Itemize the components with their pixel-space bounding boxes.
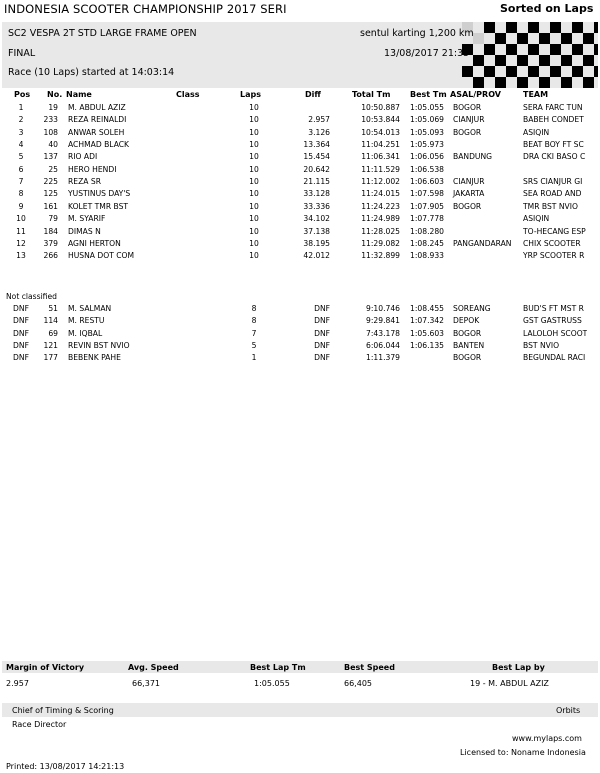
cell-no: 19 <box>48 103 58 112</box>
col-header-name: Name <box>66 90 92 99</box>
cell-no: 177 <box>43 353 58 363</box>
cell-pos: 6 <box>18 164 24 174</box>
avg-speed-label: Avg. Speed <box>128 663 179 672</box>
cell-laps: 10 <box>249 201 259 211</box>
cell-asal: DEPOK <box>453 316 480 326</box>
cell-laps: 8 <box>251 304 257 313</box>
cell-total: 11:24.015 <box>361 189 400 199</box>
cell-name: REZA REINALDI <box>68 115 127 125</box>
cell-no: 51 <box>48 304 58 313</box>
cell-best: 1:08.280 <box>410 226 444 236</box>
cell-team: BEGUNDAL RACI <box>523 353 586 363</box>
cell-no: 69 <box>48 328 58 338</box>
table-row <box>0 152 600 164</box>
cell-asal: BANDUNG <box>453 152 493 162</box>
cell-asal: JAKARTA <box>453 189 485 199</box>
cell-diff: 20.642 <box>303 164 330 174</box>
cell-total: 9:29.841 <box>366 316 400 326</box>
cell-name: BEBENK PAHE <box>68 353 121 363</box>
cell-best: 1:08.245 <box>410 238 444 248</box>
cell-laps: 10 <box>249 127 259 137</box>
col-header-pos: Pos <box>14 90 31 99</box>
table-row <box>0 227 600 239</box>
cell-asal: BANTEN <box>453 341 485 351</box>
best-speed-value: 66,405 <box>344 679 372 688</box>
cell-diff: DNF <box>314 353 330 363</box>
not-classified-label: Not classified <box>6 292 57 301</box>
race-info: Race (10 Laps) started at 14:03:14 <box>8 67 175 78</box>
cell-best: 1:06.603 <box>410 177 444 187</box>
table-row <box>0 304 600 316</box>
cell-name: HERO HENDI <box>68 164 117 174</box>
cell-laps: 7 <box>251 328 257 338</box>
cell-laps: 10 <box>249 238 259 248</box>
cell-total: 11:29.082 <box>361 238 400 248</box>
cell-diff: 34.102 <box>303 214 330 224</box>
cell-pos: 7 <box>18 177 24 187</box>
cell-laps: 5 <box>251 341 257 351</box>
table-row <box>0 353 600 365</box>
printed-timestamp: Printed: 13/08/2017 14:21:13 <box>6 762 125 771</box>
table-row <box>0 202 600 214</box>
col-header-best: Best Tm <box>410 90 447 99</box>
cell-team: SRS CIANJUR GI <box>523 177 583 187</box>
cell-diff: DNF <box>314 341 330 351</box>
cell-diff: DNF <box>314 316 330 326</box>
best-speed-label: Best Speed <box>344 663 395 672</box>
cell-asal: BOGOR <box>453 328 482 338</box>
cell-pos: DNF <box>13 341 29 351</box>
cell-pos: 9 <box>18 201 24 211</box>
cell-name: AGNI HERTON <box>68 238 121 248</box>
cell-name: M. RESTU <box>68 316 105 326</box>
cell-team: SEA ROAD AND <box>523 189 582 199</box>
cell-total: 1:11.379 <box>366 353 400 363</box>
cell-pos: 10 <box>16 214 26 224</box>
table-row <box>0 214 600 226</box>
cell-team: TO-HECANG ESP <box>523 226 586 236</box>
session-name: FINAL <box>8 48 36 59</box>
cell-total: 9:10.746 <box>366 304 400 313</box>
cell-no: 121 <box>43 341 58 351</box>
cell-name: M. ABDUL AZIZ <box>68 103 126 112</box>
cell-total: 6:06.044 <box>366 341 400 351</box>
cell-best: 1:05.603 <box>410 328 444 338</box>
cell-total: 11:24.989 <box>361 214 400 224</box>
checkered-flag-graphic <box>462 22 598 88</box>
table-row <box>0 239 600 251</box>
cell-laps: 10 <box>249 177 259 187</box>
cell-no: 79 <box>48 214 58 224</box>
cell-pos: 5 <box>18 152 24 162</box>
margin-label: Margin of Victory <box>6 663 85 672</box>
cell-total: 11:32.899 <box>361 251 400 261</box>
cell-laps: 10 <box>249 103 259 112</box>
col-header-total: Total Tm <box>352 90 391 99</box>
sort-label: Sorted on Laps <box>500 2 594 15</box>
cell-asal: BOGOR <box>453 353 482 363</box>
cell-no: 379 <box>43 238 58 248</box>
cell-pos: 3 <box>18 127 24 137</box>
table-row <box>0 128 600 140</box>
cell-no: 125 <box>43 189 58 199</box>
best-lap-by-value: 19 - M. ABDUL AZIZ <box>470 679 549 688</box>
event-name: SC2 VESPA 2T STD LARGE FRAME OPEN <box>8 28 197 39</box>
cell-name: M. SALMAN <box>68 304 112 313</box>
cell-diff: 2.957 <box>308 115 330 125</box>
cell-pos: 11 <box>16 226 26 236</box>
cell-diff: DNF <box>314 304 330 313</box>
race-director: Race Director <box>12 720 67 729</box>
venue: sentul karting 1,200 km <box>360 28 474 39</box>
cell-best: 1:06.538 <box>410 164 444 174</box>
cell-no: 114 <box>43 316 58 326</box>
cell-team: SERA FARC TUN <box>523 103 583 112</box>
table-row <box>0 341 600 353</box>
cell-laps: 10 <box>249 115 259 125</box>
cell-total: 10:53.844 <box>361 115 400 125</box>
cell-asal: BOGOR <box>453 201 482 211</box>
margin-value: 2.957 <box>6 679 29 688</box>
table-row <box>0 251 600 263</box>
cell-total: 11:28.025 <box>361 226 400 236</box>
cell-asal: PANGANDARAN <box>453 238 512 248</box>
cell-team: BABEH CONDET <box>523 115 584 125</box>
cell-laps: 10 <box>249 189 259 199</box>
cell-no: 184 <box>43 226 58 236</box>
cell-name: REVIN BST NVIO <box>68 341 130 351</box>
table-row <box>0 165 600 177</box>
best-lap-value: 1:05.055 <box>254 679 290 688</box>
cell-laps: 10 <box>249 140 259 150</box>
cell-diff: 15.454 <box>303 152 330 162</box>
cell-diff: 13.364 <box>303 140 330 150</box>
cell-name: M. SYARIF <box>68 214 106 224</box>
cell-team: TMR BST NVIO <box>523 201 578 211</box>
cell-pos: DNF <box>13 353 29 363</box>
cell-team: DRA CKI BASO C <box>523 152 586 162</box>
cell-laps: 10 <box>249 214 259 224</box>
cell-total: 11:11.529 <box>361 164 400 174</box>
cell-laps: 10 <box>249 164 259 174</box>
cell-team: ASIQIN <box>523 127 550 137</box>
cell-team: GST GASTRUSS <box>523 316 582 326</box>
cell-no: 225 <box>43 177 58 187</box>
cell-asal: BOGOR <box>453 103 482 112</box>
cell-name: M. IQBAL <box>68 328 103 338</box>
cell-best: 1:07.598 <box>410 189 444 199</box>
report-datetime: 13/08/2017 21:35 <box>384 48 470 59</box>
cell-total: 11:04.251 <box>361 140 400 150</box>
cell-best: 1:07.778 <box>410 214 444 224</box>
cell-asal: SOREANG <box>453 304 491 313</box>
cell-pos: 4 <box>18 140 24 150</box>
cell-diff: 38.195 <box>303 238 330 248</box>
cell-laps: 10 <box>249 251 259 261</box>
cell-best: 1:05.055 <box>410 103 444 112</box>
cell-best: 1:05.093 <box>410 127 444 137</box>
cell-pos: 2 <box>18 115 24 125</box>
cell-best: 1:05.069 <box>410 115 444 125</box>
cell-total: 10:54.013 <box>361 127 400 137</box>
cell-team: BST NVIO <box>523 341 560 351</box>
cell-total: 11:12.002 <box>361 177 400 187</box>
cell-best: 1:06.056 <box>410 152 444 162</box>
chief-of-timing: Chief of Timing & Scoring <box>12 706 114 715</box>
cell-no: 266 <box>43 251 58 261</box>
cell-name: ANWAR SOLEH <box>68 127 125 137</box>
cell-pos: DNF <box>13 304 29 313</box>
cell-laps: 10 <box>249 152 259 162</box>
table-row <box>0 189 600 201</box>
cell-diff: DNF <box>314 328 330 338</box>
table-row <box>0 115 600 127</box>
table-row <box>0 177 600 189</box>
website-link[interactable]: www.mylaps.com <box>512 734 582 743</box>
cell-laps: 10 <box>249 226 259 236</box>
cell-diff: 3.126 <box>308 127 330 137</box>
cell-pos: 12 <box>16 238 26 248</box>
cell-name: KOLET TMR BST <box>68 201 129 211</box>
cell-laps: 1 <box>251 353 257 363</box>
col-header-class: Class <box>176 90 200 99</box>
cell-asal: CIANJUR <box>453 177 485 187</box>
cell-no: 161 <box>43 201 58 211</box>
col-header-diff: Diff <box>305 90 321 99</box>
cell-pos: 1 <box>18 103 24 112</box>
table-row <box>0 329 600 341</box>
cell-total: 11:24.223 <box>361 201 400 211</box>
cell-name: RIO ADI <box>68 152 98 162</box>
cell-asal: CIANJUR <box>453 115 485 125</box>
orbits-label: Orbits <box>556 706 581 715</box>
col-header-laps: Laps <box>240 90 261 99</box>
avg-speed-value: 66,371 <box>132 679 160 688</box>
cell-best: 1:05.973 <box>410 140 444 150</box>
cell-team: YRP SCOOTER R <box>523 251 585 261</box>
cell-diff: 33.336 <box>303 201 330 211</box>
cell-team: BEAT BOY FT SC <box>523 140 584 150</box>
cell-pos: DNF <box>13 328 29 338</box>
table-row <box>0 103 600 115</box>
table-row <box>0 140 600 152</box>
cell-best: 1:08.455 <box>410 304 444 313</box>
cell-name: DIMAS N <box>68 226 101 236</box>
col-header-asal: ASAL/PROV <box>450 90 501 99</box>
cell-laps: 8 <box>251 316 257 326</box>
cell-no: 25 <box>48 164 58 174</box>
cell-no: 40 <box>48 140 58 150</box>
license-text: Licensed to: Noname Indonesia <box>460 748 586 757</box>
cell-name: HUSNA DOT COM <box>68 251 135 261</box>
cell-team: BUD'S FT MST R <box>523 304 584 313</box>
cell-best: 1:07.905 <box>410 201 444 211</box>
cell-total: 11:06.341 <box>361 152 400 162</box>
table-row <box>0 316 600 328</box>
cell-no: 137 <box>43 152 58 162</box>
cell-best: 1:06.135 <box>410 341 444 351</box>
cell-pos: 13 <box>16 251 26 261</box>
cell-pos: DNF <box>13 316 29 326</box>
cell-diff: 33.128 <box>303 189 330 199</box>
col-header-no: No. <box>47 90 63 99</box>
cell-best: 1:07.342 <box>410 316 444 326</box>
col-header-team: TEAM <box>523 90 549 99</box>
cell-diff: 42.012 <box>303 251 330 261</box>
cell-pos: 8 <box>18 189 24 199</box>
cell-no: 108 <box>43 127 58 137</box>
cell-team: LALOLOH SCOOT <box>523 328 587 338</box>
cell-name: REZA SR <box>68 177 101 187</box>
cell-team: ASIQIN <box>523 214 550 224</box>
cell-name: ACHMAD BLACK <box>68 140 130 150</box>
best-lap-by-label: Best Lap by <box>492 663 545 672</box>
report-title: INDONESIA SCOOTER CHAMPIONSHIP 2017 SERI <box>4 2 287 16</box>
cell-diff: 21.115 <box>303 177 330 187</box>
cell-no: 233 <box>43 115 58 125</box>
cell-diff: 37.138 <box>303 226 330 236</box>
cell-best: 1:08.933 <box>410 251 444 261</box>
cell-name: YUSTINUS DAY'S <box>68 189 131 199</box>
cell-total: 10:50.887 <box>361 103 400 112</box>
best-lap-label: Best Lap Tm <box>250 663 306 672</box>
cell-team: CHIX SCOOTER <box>523 238 581 248</box>
cell-asal: BOGOR <box>453 127 482 137</box>
cell-total: 7:43.178 <box>366 328 400 338</box>
